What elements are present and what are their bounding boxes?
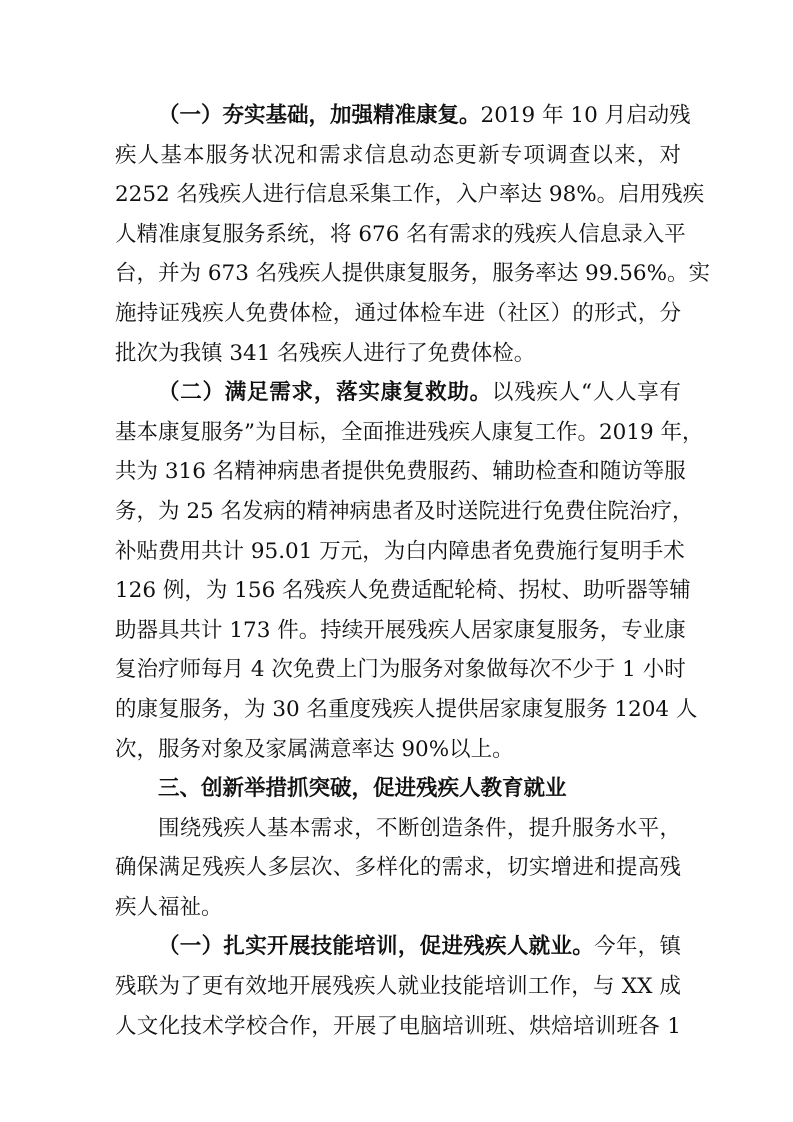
line: 疾人基本服务状况和需求信息动态更新专项调查以来，对 xyxy=(115,142,681,168)
line: 补贴费用共计 95.01 万元，为白内障患者免费施行复明手术 xyxy=(115,538,685,564)
text-run: 今年，镇 xyxy=(594,934,681,960)
line: 复治疗师每月 4 次免费上门为服务对象做每次不少于 1 小时 xyxy=(115,657,686,683)
line: 围绕残疾人基本需求，不断创造条件，提升服务水平， xyxy=(158,815,681,841)
paragraph-heading: （二）满足需求，落实康复救助。 xyxy=(158,380,492,406)
section-intro xyxy=(115,809,681,928)
line xyxy=(115,373,681,413)
line: 批次为我镇 341 名残疾人进行了免费体检。 xyxy=(115,340,536,366)
paragraph-heading: （一）扎实开展技能培训，促进残疾人就业。 xyxy=(158,934,595,960)
line: 务，为 25 名发病的精神病患者及时送院进行免费住院治疗， xyxy=(115,498,694,524)
line: 确保满足残疾人多层次、多样化的需求，切实增进和提高残 xyxy=(115,855,681,881)
text-run: 以残疾人“人人享有 xyxy=(491,380,681,406)
line xyxy=(115,927,681,967)
line: 共为 316 名精神病患者提供免费服药、辅助检查和随访等服 xyxy=(115,459,686,485)
line: 次，服务对象及家属满意率达 90%以上。 xyxy=(115,736,514,762)
paragraph-rehab-foundation xyxy=(115,96,711,373)
paragraph-rehab-assistance xyxy=(115,373,704,769)
text-run: 2019 年 10 月启动残 xyxy=(480,103,691,128)
line: 2252 名残疾人进行信息采集工作，入户率达 98%。启用残疾 xyxy=(115,182,705,208)
line: 的康复服务，为 30 名重度残疾人提供居家康复服务 1204 人 xyxy=(115,696,698,722)
section-title: 三、创新举措抓突破，促进残疾人教育就业 xyxy=(158,776,567,802)
paragraph-heading: （一）夯实基础，加强精准康复。 xyxy=(158,103,481,128)
line xyxy=(115,96,691,136)
line: 126 例，为 156 名残疾人免费适配轮椅、拐杖、助听器等辅 xyxy=(115,578,691,604)
line: 台，并为 673 名残疾人提供康复服务，服务率达 99.56%。实 xyxy=(115,261,711,287)
line: 人精准康复服务系统，将 676 名有需求的残疾人信息录入平 xyxy=(115,221,686,247)
line: 人文化技术学校合作，开展了电脑培训班、烘焙培训班各 1 xyxy=(115,1013,681,1039)
line: 疾人福祉。 xyxy=(115,894,223,920)
document-page xyxy=(115,96,711,1046)
paragraph-skills-training xyxy=(115,927,681,1046)
line: 助器具共计 173 件。持续开展残疾人居家康复服务，专业康 xyxy=(115,617,686,643)
line: 施持证残疾人免费体检，通过体检车进（社区）的形式，分 xyxy=(115,300,681,326)
line: 残联为了更有效地开展残疾人就业技能培训工作，与 XX 成 xyxy=(115,974,681,1000)
line: 基本康复服务”为目标，全面推进残疾人康复工作。2019 年， xyxy=(115,419,704,445)
